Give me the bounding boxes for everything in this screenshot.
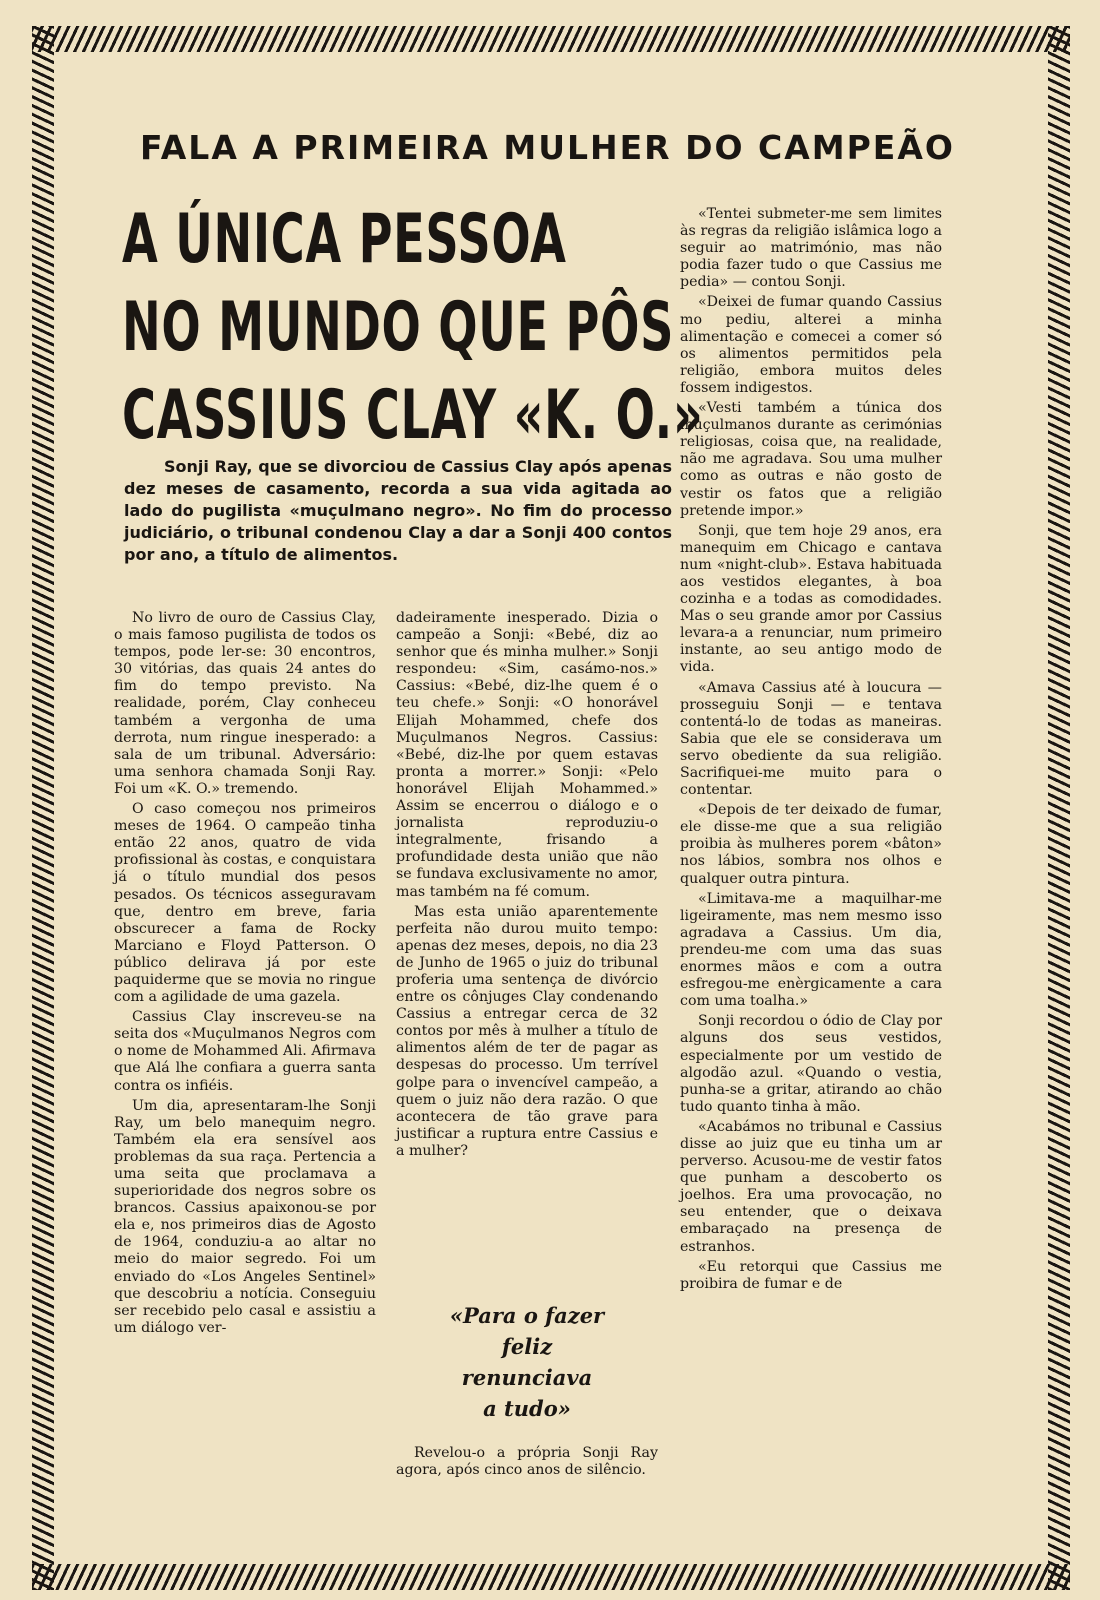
paragraph: «Eu retorqui que Cassius me proibira de fumar e de <box>680 1258 942 1292</box>
pull-quote <box>396 1300 658 1424</box>
column-3 <box>680 206 942 1296</box>
border-bottom <box>32 1564 1070 1590</box>
border-top <box>32 26 1070 52</box>
border-right <box>1048 26 1070 1590</box>
column-1 <box>114 610 376 1340</box>
paragraph: Um dia, apresentaram-lhe Sonji Ray, um belo manequim negro. Também ela era sensível aos problemas da sua raça. Pertencia a uma seita que proclamava a superioridade dos negros sobre os brancos. Cassius apaixonou-se por ela e, nos primeiros dias de Agosto de 1964, conduziu-a ao altar no meio do maior segredo. Foi um enviado do «Los Angeles Sentinel» que descobriu a notícia. Conseguiu ser recebido pelo casal e assistiu a um diálogo ver- <box>114 1097 376 1336</box>
pull-quote-line: renunciava <box>461 1365 593 1390</box>
headline <box>122 196 704 460</box>
paragraph: «Vesti também a túnica dos muçulmanos durante as cerimónias religiosas, coisa que, na realidade, não me agradava. Sou uma mulher como as outras e não gosto de vestir os fatos que a religião pretende impor.» <box>680 400 942 519</box>
paragraph: Sonji recordou o ódio de Clay por alguns dos seus vestidos, especialmente por um vestido de algodão azul. «Quando o vestia, punha-se a gritar, atirando ao chão tudo quanto tinha à mão. <box>680 1013 942 1115</box>
paragraph: Sonji, que tem hoje 29 anos, era manequim em Chicago e cantava num «night-club». Estava habituada aos vestidos elegantes, à boa cozinha e a todas as comodidades. Mas o seu grande amor por Cassius levara-a a renunciar, num primeiro instante, ao seu antigo modo de vida. <box>680 522 942 676</box>
paragraph: Mas esta união aparentemente perfeita não durou muito tempo: apenas dez meses, depois, no dia 23 de Junho de 1965 o juiz do tribunal proferia uma sentença de divórcio entre os cônjuges Clay condenando Cassius a entregar cerca de 32 contos por mês à mulher a título de alimentos além de ter de pagar as despesas do processo. Um terrível golpe para o invencível campeão, a quem o juiz não dera razão. O que acontecera de tão grave para justificar a ruptura entre Cassius e a mulher? <box>396 903 658 1159</box>
paragraph: No livro de ouro de Cassius Clay, o mais famoso pugilista de todos os tempos, pode ler-se: 30 encontros, 30 vitórias, das quais 24 antes do fim do tempo previsto. Na realidade, porém, Clay conheceu também a vergonha de uma derrota, num ringue inesperado: a sala de um tribunal. Adversário: uma senhora chamada Sonji Ray. Foi um «K. O.» tremendo. <box>114 610 376 797</box>
paragraph: dadeiramente inesperado. Dizia o campeão a Sonji: «Bebé, diz ao senhor que és minha mulher.» Sonji respondeu: «Sim, casámo-nos.» Cassius: «Bebé, diz-lhe quem é o teu chefe.» Sonji: «O honorável Elijah Mohammed, chefe dos Muçulmanos Negros. Cassius: «Bebé, diz-lhe por quem estavas pronta a morrer.» Sonji: «Pelo honorável Elijah Mohammed.» Assim se encerrou o diálogo e o jornalista reproduziu-o integralmente, frisando a profundidade desta união que não se fundava exclusivamente no amor, mas também na fé comum. <box>396 610 658 900</box>
headline-line-3: CASSIUS CLAY «K. O.» <box>122 376 704 455</box>
paragraph: «Depois de ter deixado de fumar, ele disse-me que a sua religião proibia às mulheres porem «bâton» nos lábios, sombra nos olhos e qualquer outra pintura. <box>680 802 942 887</box>
paragraph: «Deixei de fumar quando Cassius mo pediu, alterei a minha alimentação e comecei a comer só os alimentos permitidos pela religião, embora muitos deles fossem indigestos. <box>680 294 942 396</box>
paragraph: «Acabámos no tribunal e Cassius disse ao juiz que eu tinha um ar perverso. Acusou-me de vestir fatos que punham a descoberto os joelhos. Era uma provocação, no seu entender, que o deixava embaraçado na presença de estranhos. <box>680 1118 942 1255</box>
lede-paragraph: Sonji Ray, que se divorciou de Cassius Clay após apenas dez meses de casamento, recorda a sua vida agitada ao lado do pugilista «muçulmano negro». No fim do processo judiciário, o tribunal condenou Clay a dar a Sonji 400 contos por ano, a título de alimentos. <box>124 457 672 564</box>
pull-quote-line: feliz <box>501 1334 553 1359</box>
column-2-continued <box>396 1445 658 1482</box>
paragraph: Revelou-o a própria Sonji Ray agora, após cinco anos de silêncio. <box>396 1445 658 1479</box>
pull-quote-line: a tudo» <box>483 1396 571 1421</box>
paragraph: «Limitava-me a maquilhar-me ligeiramente, mas nem mesmo isso agradava a Cassius. Um dia, prendeu-me com uma das suas enormes mãos e com a outra esfregou-me enèrgicamente a cara com uma toalha.» <box>680 890 942 1010</box>
paragraph: «Tentei submeter-me sem limites às regras da religião islâmica logo a seguir ao matrimónio, mas não podia fazer tudo o que Cassius me pedia» — contou Sonji. <box>680 206 942 291</box>
paragraph: «Amava Cassius até à loucura — prosseguiu Sonji — e tentava contentá-lo de todas as maneiras. Sabia que ele se considerava um servo obediente da sua religião. Sacrifiquei-me muito para o contentar. <box>680 679 942 799</box>
headline-line-2: NO MUNDO QUE PÔS <box>122 288 675 367</box>
kicker-heading: FALA A PRIMEIRA MULHER DO CAMPEÃO <box>140 128 955 167</box>
headline-line-1: A ÚNICA PESSOA <box>122 200 567 279</box>
column-2 <box>396 610 658 1163</box>
paragraph: Cassius Clay inscreveu-se na seita dos «Muçulmanos Negros com o nome de Mohammed Ali. Afirmava que Alá lhe confiara a guerra santa contra os infiéis. <box>114 1009 376 1094</box>
paragraph: O caso começou nos primeiros meses de 1964. O campeão tinha então 22 anos, quatro de vida profissional às costas, e conquistara já o título mundial dos pesos pesados. Os técnicos asseguravam que, dentro em breve, faria obscurecer a fama de Rocky Marciano e Floyd Patterson. O público delirava já por este paquiderme que se movia no ringue com a agilidade de uma gazela. <box>114 801 376 1006</box>
pull-quote-line: «Para o fazer <box>449 1303 605 1328</box>
border-left <box>32 26 54 1590</box>
